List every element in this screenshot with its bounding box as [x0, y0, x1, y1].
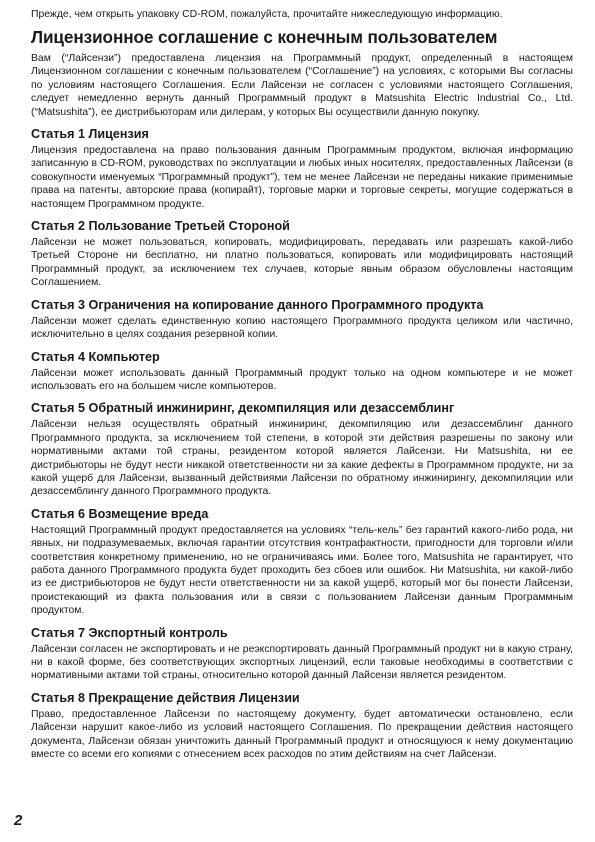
article-1 — [31, 127, 573, 211]
article-text: Лицензия предоставлена на право пользования данным Программным продуктом, включая информацию записанную в CD-ROM, руководствах по эксплуатации и любых иных носителях, предоставленных Лайсензи (в совокупности именуемых “Программный продукт”), тем не менее Лайсензи не переданы никакие применимые права на патенты, авторские права (копирайт), торговые марки и торговые секреты, могущие содержаться в настоящем Программном продукте. — [31, 145, 573, 210]
article-4 — [31, 350, 573, 394]
article-heading: Статья 7 Экспортный контроль — [31, 625, 228, 640]
page-number: 2 — [14, 812, 23, 829]
article-3 — [31, 298, 573, 342]
article-text: Лайсензи нельзя осуществлять обратный инжиниринг, декомпиляцию или дезассемблинг данного Программного продукта, за исключением той степени, в которой эти действия разрешены по закону или нормативными актами той страны, резидентом которой является Лайсензи. Ни Matsushita, ни ее дистрибьюторы не будут нести никакой ответственности ни за какие дефекты в Программном продукте, ни за какой ущерб для Лайсензи, вызванный действиями Лайсензи по обратному инжинирингу, декомпиляции или дезассемблингу данного Программного продукта. — [31, 419, 573, 498]
article-8 — [31, 691, 573, 762]
article-text: Лайсензи не может пользоваться, копировать, модифицировать, передавать или разрешать какой-либо Третьей Стороне ни бесплатно, ни платно пользоваться, копировать или модифицировать настоящий Программный продукт, за исключением тех случаев, которые явным образом обусловлены настоящим Соглашением. — [31, 237, 573, 289]
article-heading: Статья 1 Лицензия — [31, 127, 149, 142]
article-text: Настоящий Программный продукт предоставляется на условиях “тель-кель” без гарантий какого-либо рода, ни явных, ни подразумеваемых, включая гарантии отсутствия контрафактности, пригодности для торговли и/или соответствия конкретному применению, но не ограничиваясь ими. Более того, Matsushita не гарантирует, что работа данного Программного продукта будет проходить без сбоев или ошибок. Ни Matsushita, ни какой-либо из ее дистрибьюторов не будут нести ответственности ни за какой ущерб, который мог бы понести Лайсензи, проистекающий из факта пользования или в связи с пользованием Лайсензи данным Программным продуктом. — [31, 524, 573, 617]
article-2 — [31, 219, 573, 290]
article-heading: Статья 3 Ограничения на копирование данного Программного продукта — [31, 297, 484, 312]
article-heading: Статья 8 Прекращение действия Лицензии — [31, 690, 300, 705]
article-heading: Статья 6 Возмещение вреда — [31, 506, 209, 521]
article-heading: Статья 4 Компьютер — [31, 349, 160, 364]
document-title: Лицензионное соглашение с конечным пользователем — [31, 27, 498, 47]
article-6 — [31, 507, 573, 618]
article-text: Лайсензи может сделать единственную копию настоящего Программного продукта целиком или частично, исключительно в целях создания резервной копии. — [31, 315, 573, 341]
article-text: Право, предоставленное Лайсензи по настоящему документу, будет автоматически остановлено, если Лайсензи нарушит какое-либо из условий настоящего Соглашения. По прекращении действия настоящего документа, Лайсензи обязан уничтожить данный Программный продукт и относящуюся к нему документацию вместе со всеми его копиями с отнесением всех расходов по этим действиям на счет Лайсензи. — [31, 708, 573, 761]
preamble-paragraph: Вам (“Лайсензи”) предоставлена лицензия на Программный продукт, определенный в настоящем Лицензионном соглашении с конечным пользователем (“Соглашение”) на условиях, с которыми Вы согласны по условиям настоящего Соглашения. Если Лайсензи не согласен с условиями настоящего Соглашения, следует немедленно вернуть данный Программный продукт в Matsushita Electric Industrial Co., Ltd. (“Matsushita”), ее дистрибьюторам или дилерам, у которых Вы осуществили данную покупку. — [31, 53, 573, 118]
article-text: Лайсензи согласен не экспортировать и не реэкспортировать данный Программный продукт ни в какую страну, ни в какой форме, без соответствующих экспортных лицензий, если таковые необходимы в соответствии с нормативными актами той страны, относительно которой данный Лайсензи является резидентом. — [31, 643, 573, 682]
intro-note: Прежде, чем открыть упаковку CD-ROM, пожалуйста, прочитайте нижеследующую информацию. — [31, 9, 503, 20]
article-text: Лайсензи может использовать данный Программный продукт только на одном компьютере и не может использовать его на большем числе компьютеров. — [31, 367, 573, 392]
article-5 — [31, 401, 573, 498]
article-7 — [31, 626, 573, 683]
document-page — [31, 8, 573, 761]
article-heading: Статья 5 Обратный инжиниринг, декомпиляция или дезассемблинг — [31, 401, 455, 416]
article-heading: Статья 2 Пользование Третьей Стороной — [31, 219, 290, 234]
